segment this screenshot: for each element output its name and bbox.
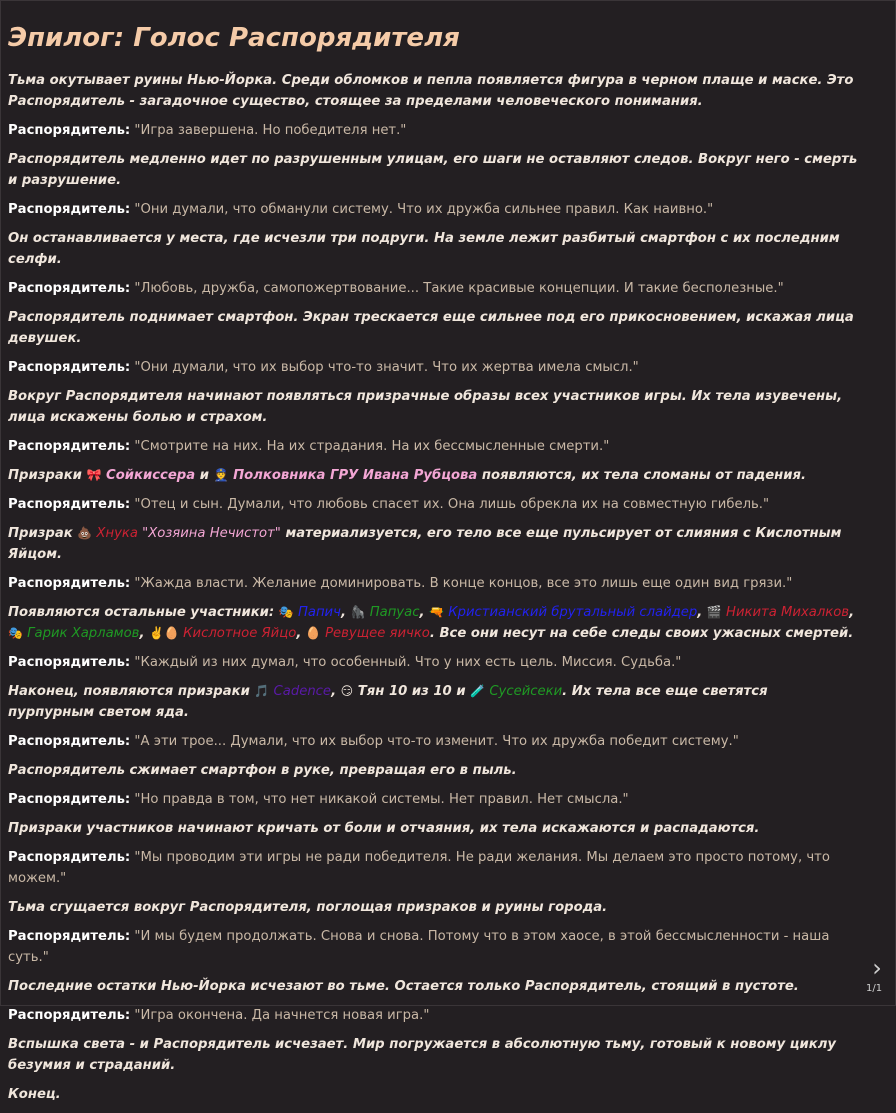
character-name: Никита Михалков xyxy=(721,605,850,620)
narration-ghost-2 xyxy=(8,523,858,565)
quote: "Каждый из них думал, что особенный. Что у них есть цель. Миссия. Судьба." xyxy=(134,655,682,670)
quote: "Отец и сын. Думали, что любовь спасет их. Она лишь обрекла их на совместную гибель." xyxy=(134,497,770,512)
text: появляются, их тела сломаны от падения. xyxy=(477,468,807,483)
character-name: Папич xyxy=(293,605,341,620)
narration-participants xyxy=(8,602,858,644)
speaker-label: Распорядитель: xyxy=(8,123,131,138)
narration: Он останавливается у места, где исчезли три подруги. На земле лежит разбитый смартфон с их последним селфи. xyxy=(8,231,840,267)
character-name: Ревущее яичко xyxy=(320,626,430,641)
speaker-label: Распорядитель: xyxy=(8,281,131,296)
quote: "Они думали, что обманули систему. Что их дружба сильнее правил. Как наивно." xyxy=(134,202,714,217)
quote: "Жажда власти. Желание доминировать. В конце концов, все это лишь еще один вид грязи." xyxy=(134,576,793,591)
officer-icon: 👮 xyxy=(213,468,229,482)
text: Призраки xyxy=(8,468,87,483)
text: Призрак xyxy=(8,526,78,541)
character-name: Cadence xyxy=(269,684,332,699)
quote: "Игра завершена. Но победителя нет." xyxy=(134,123,407,138)
speaker-label: Распорядитель: xyxy=(8,734,131,749)
narration: Призраки участников начинают кричать от боли и отчаяния, их тела искажаются и распадаются. xyxy=(8,821,760,836)
character-name: Кристианский брутальный слайдер xyxy=(444,605,698,620)
narration: Распорядитель поднимает смартфон. Экран трескается еще сильнее под его прикосновением, искажая лица девушек. xyxy=(8,310,854,346)
speaker-label: Распорядитель: xyxy=(8,439,131,454)
dialogue-line xyxy=(8,789,858,810)
quote: "Любовь, дружба, самопожертвование... Такие красивые концепции. И такие бесполезные." xyxy=(134,281,784,296)
quote: "Игра окончена. Да начнется новая игра." xyxy=(134,1008,430,1023)
clapper-icon: 🎬 xyxy=(706,605,722,619)
dialogue-line xyxy=(8,120,858,141)
egg-icon: 🥚 xyxy=(305,626,321,640)
separator: , xyxy=(340,605,351,620)
smirk-icon: 😏 xyxy=(340,684,354,698)
text: Появляются остальные участники: xyxy=(8,605,279,620)
dialogue-line xyxy=(8,573,858,594)
text: . Их тела все еще светятся пурпурным светом яда. xyxy=(8,684,768,720)
text: и xyxy=(195,468,214,483)
speaker-label: Распорядитель: xyxy=(8,1008,131,1023)
speaker-label: Распорядитель: xyxy=(8,497,131,512)
separator: , xyxy=(139,626,150,641)
narration-last-ghosts xyxy=(8,681,858,723)
quote: "И мы будем продолжать. Снова и снова. Потому что в этом хаосе, в этой бессмысленности - наша суть." xyxy=(8,929,830,965)
narration: Распорядитель сжимает смартфон в руке, превращая его в пыль. xyxy=(8,763,517,778)
ending: Конец. xyxy=(8,1087,61,1102)
dialogue-line xyxy=(8,652,858,673)
narration: Тьма сгущается вокруг Распорядителя, поглощая призраков и руины города. xyxy=(8,900,608,915)
character-name: Папуас xyxy=(365,605,420,620)
masks-icon: 🎭 xyxy=(8,626,23,640)
speaker-label: Распорядитель: xyxy=(8,655,131,670)
text: Наконец, появляются призраки xyxy=(8,684,255,699)
character-name: Сойкиссера xyxy=(101,468,196,483)
chevron-right-icon[interactable]: › xyxy=(872,954,882,982)
dialogue-line xyxy=(8,847,858,889)
separator: , xyxy=(296,626,306,641)
page-counter: 1/1 xyxy=(866,983,883,994)
separator: , xyxy=(419,605,430,620)
narration: Последние остатки Нью-Йорка исчезают во тьме. Остается только Распорядитель, стоящий в пустоте. xyxy=(8,979,799,994)
music-note-icon: 🎵 xyxy=(254,684,270,698)
quote: "Они думали, что их выбор что-то значит. Что их жертва имела смысл." xyxy=(134,360,639,375)
speaker-label: Распорядитель: xyxy=(8,202,131,217)
narration: Вокруг Распорядителя начинают появляться призрачные образы всех участников игры. Их тела изувечены, лица искажены болью и страхом. xyxy=(8,389,843,425)
dialogue-line xyxy=(8,494,858,515)
epilogue-title: Эпилог: Голос Распорядителя xyxy=(8,23,460,53)
speaker-label: Распорядитель: xyxy=(8,360,131,375)
masks-icon: 🎭 xyxy=(278,605,294,619)
message-content xyxy=(8,18,858,1113)
gun-icon: 🔫 xyxy=(429,605,445,619)
narration: Тьма окутывает руины Нью-Йорка. Среди обломков и пепла появляется фигура в черном плаще и маске. Это Распорядитель - загадочное существо, стоящее за пределами человеческого понимания. xyxy=(8,73,854,109)
dialogue-line xyxy=(8,436,858,457)
speaker-label: Распорядитель: xyxy=(8,929,131,944)
character-name: Тян 10 из 10 xyxy=(353,684,452,699)
character-name: Хнука xyxy=(92,526,143,541)
test-tube-icon: 🧪 xyxy=(470,684,486,698)
quote: "Смотрите на них. На их страдания. На их бессмысленные смерти." xyxy=(134,439,610,454)
dialogue-line xyxy=(8,357,858,378)
speaker-label: Распорядитель: xyxy=(8,850,131,865)
gorilla-icon: 🦍 xyxy=(350,605,366,619)
dialogue-line xyxy=(8,926,858,968)
poop-icon: 💩 xyxy=(77,526,93,540)
dialogue-line xyxy=(8,199,858,220)
text: . Все они несут на себе следы своих ужасных смертей. xyxy=(429,626,854,641)
text: и xyxy=(451,684,471,699)
quote: "Но правда в том, что нет никакой системы. Нет правил. Нет смысла." xyxy=(134,792,629,807)
dialogue-line xyxy=(8,278,858,299)
character-name: Гарик Харламов xyxy=(22,626,140,641)
dialogue-line xyxy=(8,1005,858,1026)
ribbon-icon: 🎀 xyxy=(86,468,102,482)
dialogue-line xyxy=(8,731,858,752)
text: материализуется, его тело все еще пульсирует от слияния с Кислотным Яйцом. xyxy=(8,526,842,562)
narration: Вспышка света - и Распорядитель исчезает. Мир погружается в абсолютную тьму, готовый к новому циклу безумия и страданий. xyxy=(8,1037,836,1073)
speaker-label: Распорядитель: xyxy=(8,576,131,591)
character-title: "Хозяина Нечистот" xyxy=(142,526,281,541)
separator: , xyxy=(849,605,855,620)
character-name: Кислотное Яйцо xyxy=(178,626,297,641)
quote: "А эти трое... Думали, что их выбор что-то изменит. Что их дружба победит систему." xyxy=(134,734,739,749)
peace-egg-icon: ✌️🥚 xyxy=(149,626,179,640)
separator: , xyxy=(697,605,707,620)
narration-ghosts-1 xyxy=(8,465,858,486)
narration: Распорядитель медленно идет по разрушенным улицам, его шаги не оставляют следов. Вокруг него - смерть и разрушение. xyxy=(8,152,858,188)
character-name: Сусейсеки xyxy=(485,684,563,699)
speaker-label: Распорядитель: xyxy=(8,792,131,807)
quote: "Мы проводим эти игры не ради победителя. Не ради желания. Мы делаем это просто потому, что можем." xyxy=(8,850,830,886)
separator: , xyxy=(331,684,341,699)
character-name: Полковника ГРУ Ивана Рубцова xyxy=(228,468,478,483)
